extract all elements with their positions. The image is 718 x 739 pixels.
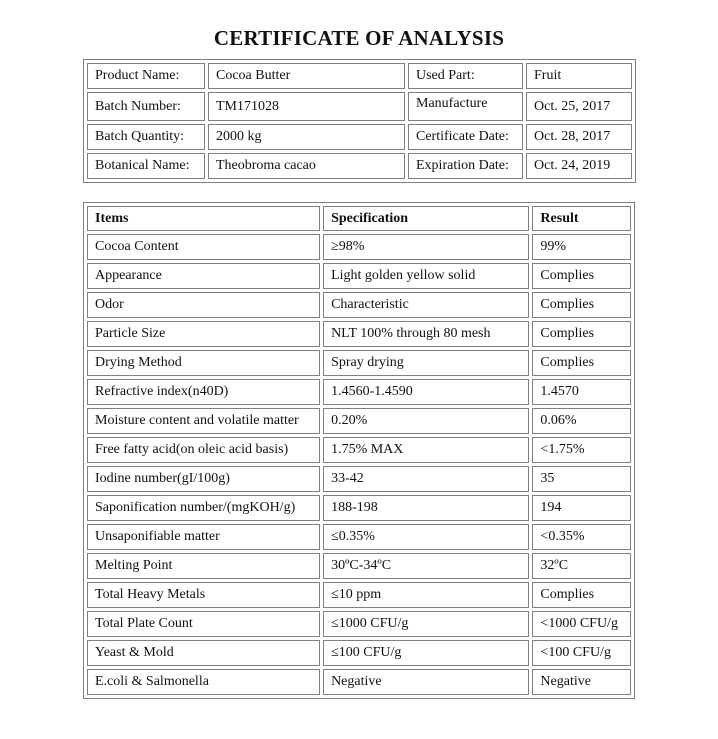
table-row bbox=[87, 234, 631, 260]
table-row bbox=[87, 611, 631, 637]
row-result: 99% bbox=[532, 234, 631, 260]
info-value: Oct. 25, 2017 bbox=[526, 92, 632, 121]
row-specification: ≤100 CFU/g bbox=[323, 640, 529, 666]
row-result: <1.75% bbox=[532, 437, 631, 463]
row-item: Particle Size bbox=[87, 321, 320, 347]
info-value: 2000 kg bbox=[208, 124, 405, 150]
row-specification: Negative bbox=[323, 669, 529, 695]
row-specification: 1.75% MAX bbox=[323, 437, 529, 463]
row-item: Total Plate Count bbox=[87, 611, 320, 637]
row-item: Free fatty acid(on oleic acid basis) bbox=[87, 437, 320, 463]
row-result: Complies bbox=[532, 321, 631, 347]
product-info-table bbox=[83, 59, 636, 183]
row-specification: ≤0.35% bbox=[323, 524, 529, 550]
table-row bbox=[87, 524, 631, 550]
info-label: Batch Quantity: bbox=[87, 124, 205, 150]
analysis-results-table bbox=[83, 202, 635, 699]
table-row bbox=[87, 408, 631, 434]
table-row bbox=[87, 437, 631, 463]
table-row bbox=[87, 350, 631, 376]
table-row bbox=[87, 466, 631, 492]
row-specification: ≥98% bbox=[323, 234, 529, 260]
row-item: Saponification number/(mgKOH/g) bbox=[87, 495, 320, 521]
table-row bbox=[87, 379, 631, 405]
row-result: 1.4570 bbox=[532, 379, 631, 405]
table-row bbox=[87, 553, 631, 579]
row-result: Complies bbox=[532, 292, 631, 318]
info-value: Oct. 28, 2017 bbox=[526, 124, 632, 150]
row-specification: Spray drying bbox=[323, 350, 529, 376]
table-row bbox=[87, 582, 631, 608]
row-result: 0.06% bbox=[532, 408, 631, 434]
row-specification: ≤1000 CFU/g bbox=[323, 611, 529, 637]
header-specification: Specification bbox=[323, 206, 529, 231]
row-result: 32ºC bbox=[532, 553, 631, 579]
info-label: Certificate Date: bbox=[408, 124, 523, 150]
row-item: Total Heavy Metals bbox=[87, 582, 320, 608]
row-item: Odor bbox=[87, 292, 320, 318]
row-result: Negative bbox=[532, 669, 631, 695]
info-row bbox=[87, 63, 632, 89]
info-value: Fruit bbox=[526, 63, 632, 89]
row-item: E.coli & Salmonella bbox=[87, 669, 320, 695]
row-item: Appearance bbox=[87, 263, 320, 289]
row-specification: Light golden yellow solid bbox=[323, 263, 529, 289]
row-item: Melting Point bbox=[87, 553, 320, 579]
row-result: <100 CFU/g bbox=[532, 640, 631, 666]
row-specification: Characteristic bbox=[323, 292, 529, 318]
info-value: TM171028 bbox=[208, 92, 405, 121]
page-title: CERTIFICATE OF ANALYSIS bbox=[213, 26, 505, 50]
row-specification: 0.20% bbox=[323, 408, 529, 434]
header-items: Items bbox=[87, 206, 320, 231]
row-specification: 30ºC-34ºC bbox=[323, 553, 529, 579]
row-result: Complies bbox=[532, 582, 631, 608]
table-row bbox=[87, 640, 631, 666]
info-label: Expiration Date: bbox=[408, 153, 523, 179]
info-row bbox=[87, 153, 632, 179]
row-result: <1000 CFU/g bbox=[532, 611, 631, 637]
table-row bbox=[87, 263, 631, 289]
table-row bbox=[87, 292, 631, 318]
info-label: Manufacture bbox=[408, 92, 523, 121]
row-item: Moisture content and volatile matter bbox=[87, 408, 320, 434]
row-item: Yeast & Mold bbox=[87, 640, 320, 666]
info-row bbox=[87, 124, 632, 150]
row-item: Cocoa Content bbox=[87, 234, 320, 260]
row-result: Complies bbox=[532, 263, 631, 289]
table-row bbox=[87, 495, 631, 521]
row-item: Drying Method bbox=[87, 350, 320, 376]
table-header-row bbox=[87, 206, 631, 231]
row-specification: 33-42 bbox=[323, 466, 529, 492]
row-specification: 188-198 bbox=[323, 495, 529, 521]
row-result: Complies bbox=[532, 350, 631, 376]
header-result: Result bbox=[532, 206, 631, 231]
row-result: 194 bbox=[532, 495, 631, 521]
row-result: 35 bbox=[532, 466, 631, 492]
table-row bbox=[87, 669, 631, 695]
row-result: <0.35% bbox=[532, 524, 631, 550]
info-label: Botanical Name: bbox=[87, 153, 205, 179]
table-row bbox=[87, 321, 631, 347]
info-value: Oct. 24, 2019 bbox=[526, 153, 632, 179]
info-value: Cocoa Butter bbox=[208, 63, 405, 89]
info-value: Theobroma cacao bbox=[208, 153, 405, 179]
row-specification: ≤10 ppm bbox=[323, 582, 529, 608]
row-specification: 1.4560-1.4590 bbox=[323, 379, 529, 405]
row-item: Unsaponifiable matter bbox=[87, 524, 320, 550]
row-item: Refractive index(n40D) bbox=[87, 379, 320, 405]
info-label: Used Part: bbox=[408, 63, 523, 89]
row-specification: NLT 100% through 80 mesh bbox=[323, 321, 529, 347]
info-row bbox=[87, 92, 632, 121]
info-label: Product Name: bbox=[87, 63, 205, 89]
row-item: Iodine number(gI/100g) bbox=[87, 466, 320, 492]
info-label: Batch Number: bbox=[87, 92, 205, 121]
